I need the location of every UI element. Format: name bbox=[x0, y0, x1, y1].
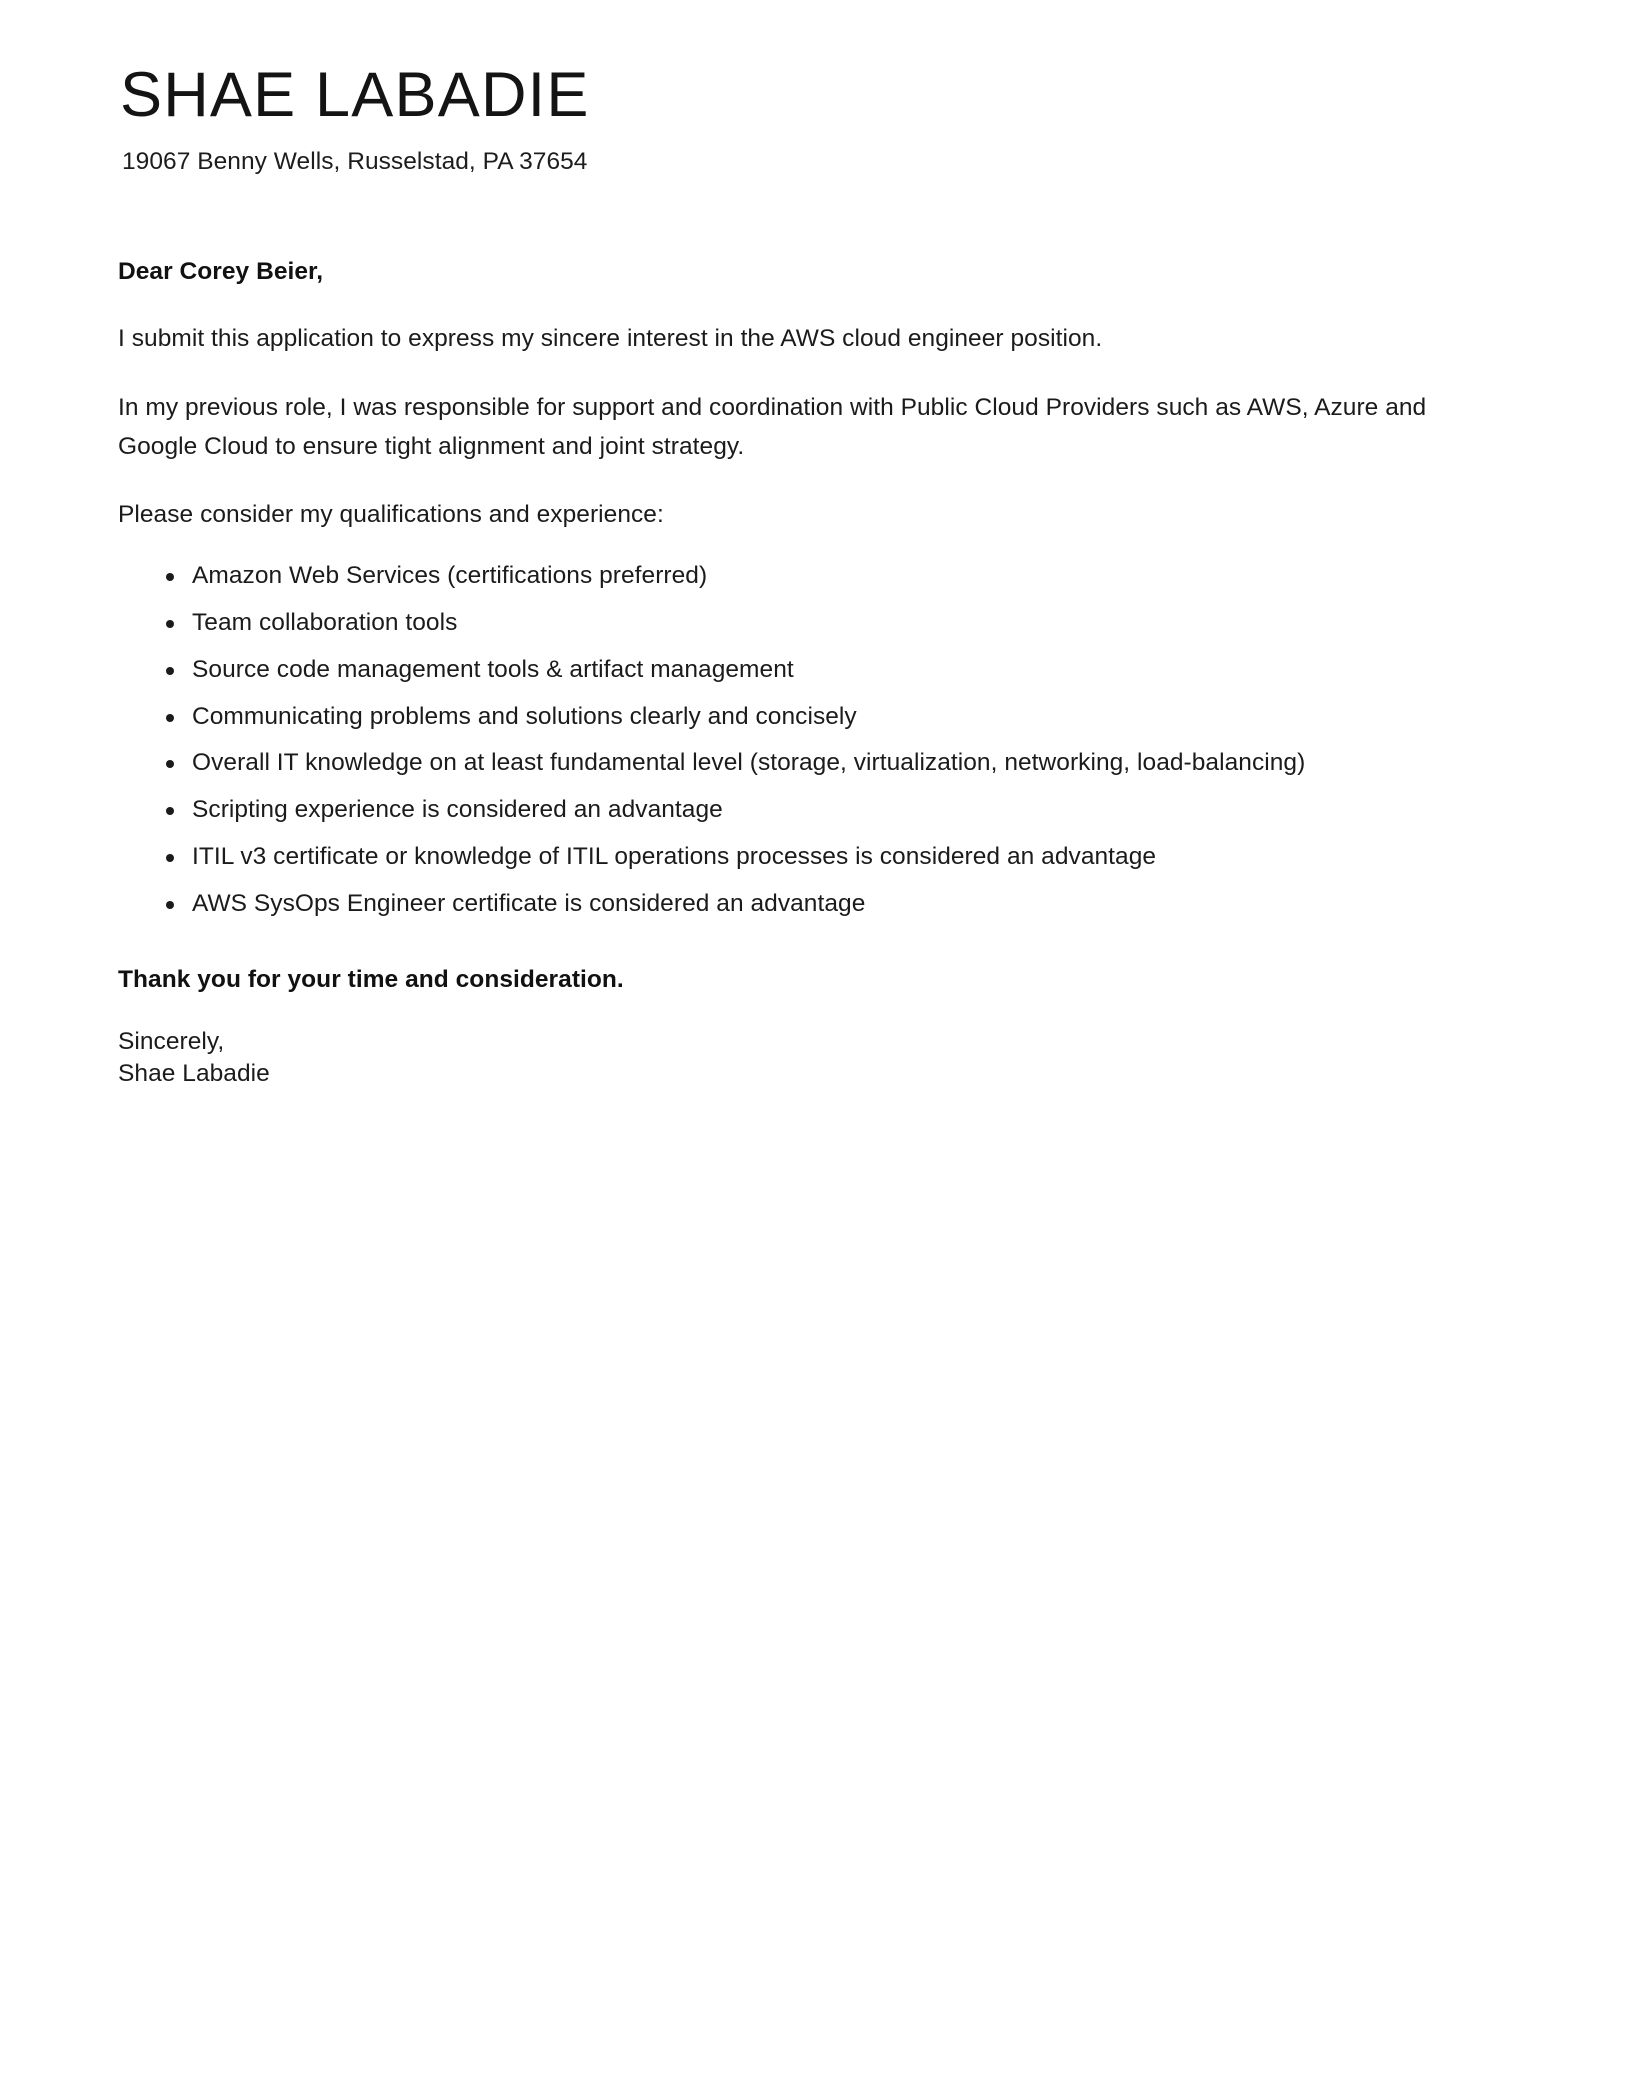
bullet-icon bbox=[166, 620, 174, 628]
list-item bbox=[118, 842, 1474, 873]
list-item bbox=[118, 655, 1474, 686]
letter-body bbox=[118, 258, 1474, 1090]
bullet-icon bbox=[166, 807, 174, 815]
list-item bbox=[118, 795, 1474, 826]
signature-block bbox=[118, 1026, 1474, 1091]
bullet-icon bbox=[166, 854, 174, 862]
body-paragraph-2: In my previous role, I was responsible for support and coordination with Public Cloud Providers such as AWS, Azure and Google Cloud to ensure tight alignment and joint strategy. bbox=[118, 393, 1427, 460]
list-item bbox=[118, 748, 1474, 779]
closing-thanks: Thank you for your time and consideration. bbox=[118, 965, 624, 993]
list-item bbox=[118, 608, 1474, 639]
signature-name: Shae Labadie bbox=[118, 1060, 270, 1088]
list-item bbox=[118, 702, 1474, 733]
list-item-label: AWS SysOps Engineer certificate is considered an advantage bbox=[192, 890, 866, 917]
list-item-label: Communicating problems and solutions clearly and concisely bbox=[192, 702, 857, 730]
applicant-name: SHAE LABADIE bbox=[120, 60, 590, 130]
list-item-label: Overall IT knowledge on at least fundamental level (storage, virtualization, networking, load-balancing) bbox=[192, 749, 1306, 777]
list-item-label: ITIL v3 certificate or knowledge of ITIL operations processes is considered an advantage bbox=[192, 843, 1157, 871]
list-item bbox=[118, 561, 1474, 592]
list-item-label: Team collaboration tools bbox=[192, 608, 458, 636]
applicant-address: 19067 Benny Wells, Russelstad, PA 37654 bbox=[122, 148, 588, 176]
list-item bbox=[118, 889, 1474, 920]
list-item-label: Amazon Web Services (certifications preferred) bbox=[192, 561, 708, 589]
bullet-icon bbox=[166, 901, 174, 909]
signoff-line: Sincerely, bbox=[118, 1027, 225, 1055]
qualifications-intro: Please consider my qualifications and experience: bbox=[118, 501, 664, 529]
list-item-label: Source code management tools & artifact management bbox=[192, 655, 794, 683]
salutation: Dear Corey Beier, bbox=[118, 258, 324, 286]
bullet-icon bbox=[166, 714, 174, 722]
bullet-icon bbox=[166, 573, 174, 581]
bullet-icon bbox=[166, 760, 174, 768]
qualifications-list bbox=[118, 561, 1474, 920]
body-paragraph-1: I submit this application to express my sincere interest in the AWS cloud engineer position. bbox=[118, 325, 1103, 353]
bullet-icon bbox=[166, 667, 174, 675]
list-item-label: Scripting experience is considered an advantage bbox=[192, 796, 723, 824]
letter-header bbox=[118, 58, 1512, 178]
